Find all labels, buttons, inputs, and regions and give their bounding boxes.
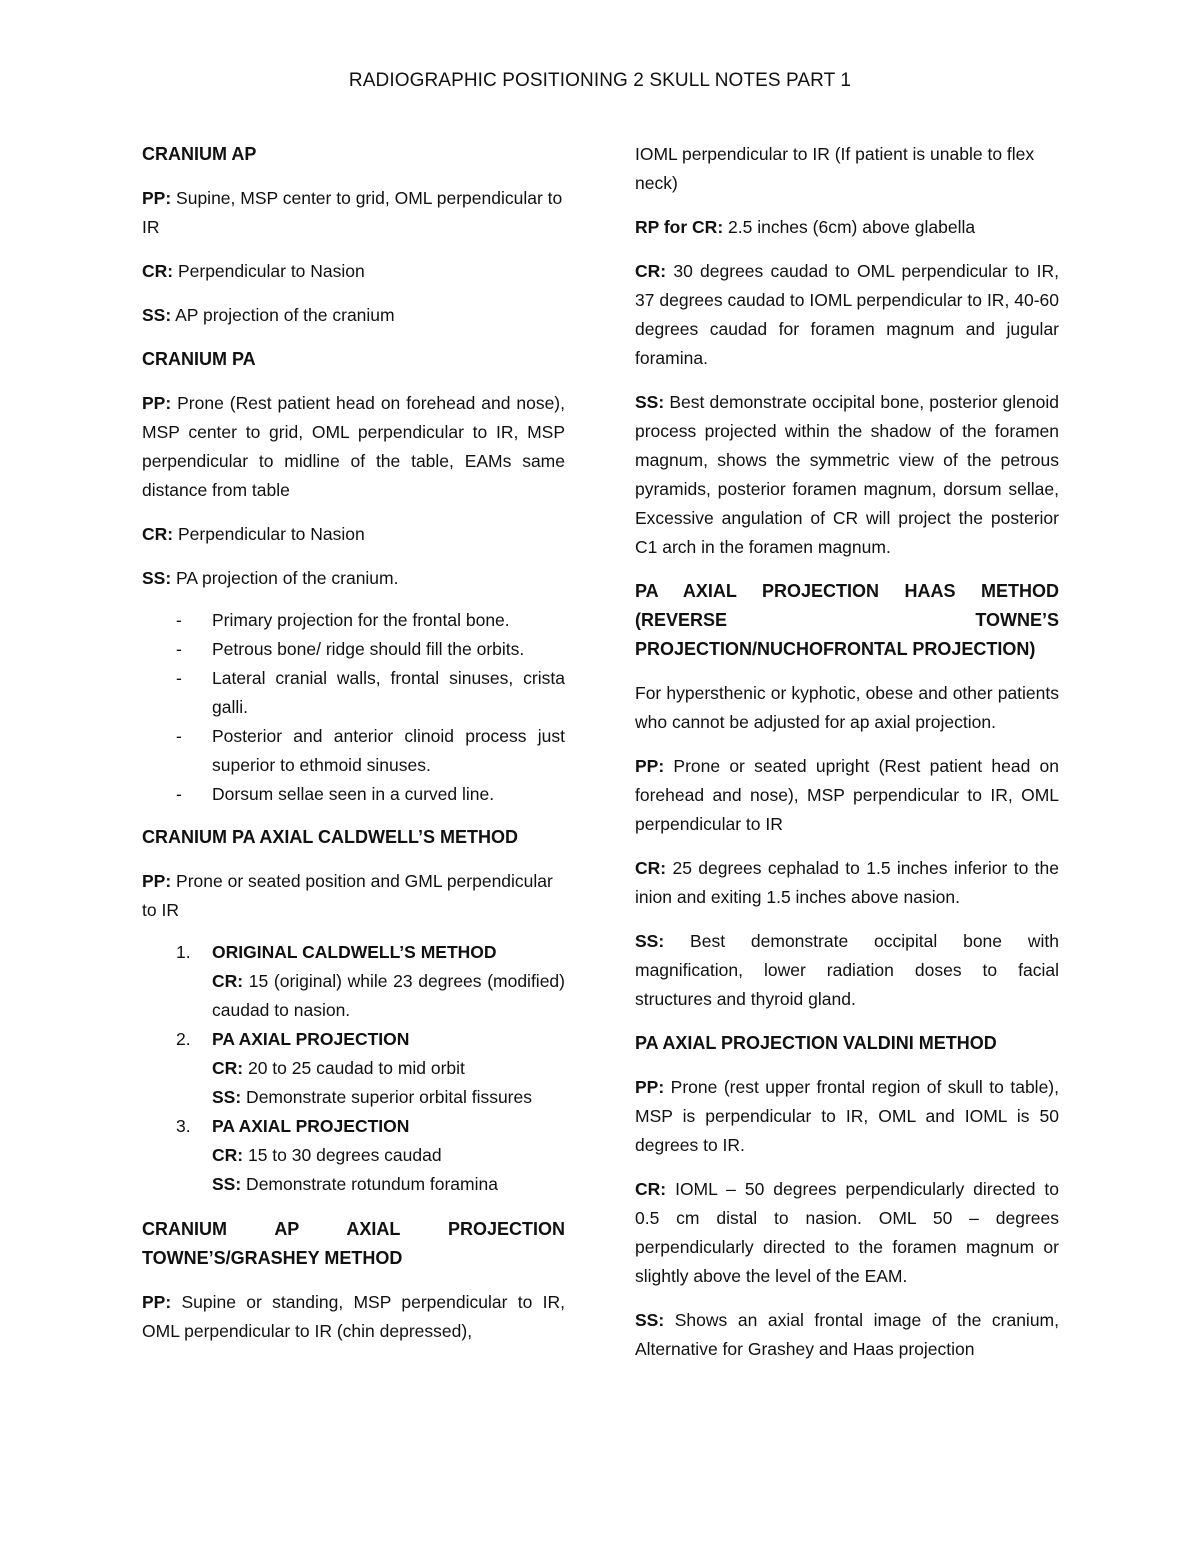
paragraph-pp: [142, 1288, 565, 1346]
text-cr: IOML – 50 degrees perpendicularly directed to 0.5 cm distal to nasion. OML 50 – degrees perpendicularly directed to the foramen magnum or slightly above the level of the EAM.: [635, 1179, 1059, 1286]
label-ss: SS:: [635, 1310, 665, 1330]
text-cr: 15 (original) while 23 degrees (modified) caudad to nasion.: [212, 971, 565, 1020]
text-pp: Supine, MSP center to grid, OML perpendicular to IR: [142, 188, 563, 237]
heading-line: PROJECTION/NUCHOFRONTAL PROJECTION): [635, 639, 1036, 659]
paragraph-cr: [635, 1175, 1059, 1291]
label-pp: PP:: [142, 393, 172, 413]
label-cr: CR:: [635, 261, 667, 281]
list-item: - Petrous bone/ ridge should fill the orbits.: [142, 635, 565, 664]
label-cr: CR:: [142, 261, 174, 281]
label-ss: SS:: [212, 1174, 242, 1194]
label-ss: SS:: [142, 305, 172, 325]
text-ss: Demonstrate superior orbital fissures: [241, 1087, 532, 1107]
list-item-line: [212, 1141, 565, 1170]
text-pp: Supine or standing, MSP perpendicular to IR, OML perpendicular to IR (chin depressed),: [142, 1292, 565, 1341]
list-item-line: [212, 967, 565, 1025]
label-pp: PP:: [142, 871, 172, 891]
heading-line: CRANIUM AP AXIAL PROJECTION: [142, 1219, 565, 1239]
paragraph-cr: [142, 257, 565, 286]
left-column: [142, 140, 565, 1361]
list-item: - Lateral cranial walls, frontal sinuses, crista galli.: [142, 664, 565, 722]
section-heading-haas: [635, 577, 1059, 664]
text-pp: Prone (Rest patient head on forehead and nose), MSP center to grid, OML perpendicular to IR, MSP perpendicular to midline of the table, EAMs same distance from table: [142, 393, 565, 500]
text-ss: AP projection of the cranium: [171, 305, 395, 325]
heading-line: PA AXIAL PROJECTION HAAS METHOD: [635, 581, 1059, 601]
list-item-line: [212, 1083, 565, 1112]
paragraph-rp: [635, 213, 1059, 242]
paragraph-ss: [142, 564, 565, 593]
paragraph-ss: [142, 301, 565, 330]
section-heading-caldwell: CRANIUM PA AXIAL CALDWELL’S METHOD: [142, 827, 518, 847]
heading-line: (REVERSE TOWNE’S: [635, 610, 1059, 630]
label-ss: SS:: [635, 931, 665, 951]
label-ss: SS:: [212, 1087, 242, 1107]
text-rp: 2.5 inches (6cm) above glabella: [723, 217, 976, 237]
label-pp: PP:: [142, 188, 172, 208]
text-ss: Demonstrate rotundum foramina: [241, 1174, 498, 1194]
paragraph-cr: [635, 257, 1059, 373]
bullet-list: [142, 606, 565, 809]
paragraph-pp: [142, 867, 565, 925]
text-pp: Prone or seated upright (Rest patient head on forehead and nose), MSP perpendicular to IR, OML perpendicular to IR: [635, 756, 1059, 834]
list-item-title: PA AXIAL PROJECTION: [212, 1029, 410, 1049]
text-cr: 15 to 30 degrees caudad: [243, 1145, 442, 1165]
section-heading-cranium-ap: CRANIUM AP: [142, 144, 257, 164]
list-item: [142, 1025, 565, 1112]
paragraph-ss: [635, 927, 1059, 1014]
label-rp: RP for CR:: [635, 217, 724, 237]
paragraph-ss: [635, 1306, 1059, 1364]
text-pp: Prone (rest upper frontal region of skull to table), MSP is perpendicular to IR, OML and IOML is 50 degrees to IR.: [635, 1077, 1059, 1155]
label-pp: PP:: [142, 1292, 172, 1312]
paragraph-intro: For hypersthenic or kyphotic, obese and other patients who cannot be adjusted for ap axial projection.: [635, 683, 1059, 732]
text-ss: Best demonstrate occipital bone with magnification, lower radiation doses to facial structures and thyroid gland.: [635, 931, 1059, 1009]
list-number: 1.: [176, 942, 191, 962]
paragraph-cr: [635, 854, 1059, 912]
text-ss: Best demonstrate occipital bone, posterior glenoid process projected within the shadow of the foramen magnum, shows the symmetric view of the petrous pyramids, posterior foramen magnum, dorsum sellae, Excessive angulation of CR will project the posterior C1 arch in the foramen magnum.: [635, 392, 1059, 557]
text-cr: 20 to 25 caudad to mid orbit: [243, 1058, 465, 1078]
list-number: 3.: [176, 1116, 191, 1136]
list-item-title: ORIGINAL CALDWELL’S METHOD: [212, 942, 497, 962]
paragraph-ss: [635, 388, 1059, 562]
text-ss: Shows an axial frontal image of the cranium, Alternative for Grashey and Haas projection: [635, 1310, 1059, 1359]
paragraph-pp: [142, 184, 565, 242]
section-heading-cranium-pa: CRANIUM PA: [142, 349, 256, 369]
label-cr: CR:: [635, 1179, 667, 1199]
label-pp: PP:: [635, 756, 665, 776]
list-item-line: [212, 1054, 565, 1083]
section-heading-towne: [142, 1215, 565, 1273]
list-item: [142, 938, 565, 1025]
page-title: RADIOGRAPHIC POSITIONING 2 SKULL NOTES PART 1: [348, 70, 852, 91]
label-cr: CR:: [212, 1058, 244, 1078]
paragraph-pp: [635, 1073, 1059, 1160]
text-cr: Perpendicular to Nasion: [173, 261, 365, 281]
label-cr: CR:: [142, 524, 174, 544]
paragraph-pp: [635, 752, 1059, 839]
text-pp: Prone or seated position and GML perpendicular to IR: [142, 871, 553, 920]
list-item: - Posterior and anterior clinoid process just superior to ethmoid sinuses.: [142, 722, 565, 780]
right-column: [635, 140, 1059, 1379]
label-cr: CR:: [635, 858, 667, 878]
label-cr: CR:: [212, 971, 244, 991]
numbered-list: [142, 938, 565, 1199]
label-cr: CR:: [212, 1145, 244, 1165]
paragraph-continued: IOML perpendicular to IR (If patient is unable to flex neck): [635, 144, 1035, 193]
list-item-title: PA AXIAL PROJECTION: [212, 1116, 410, 1136]
heading-line: TOWNE’S/GRASHEY METHOD: [142, 1248, 403, 1268]
text-cr: Perpendicular to Nasion: [173, 524, 365, 544]
label-ss: SS:: [635, 392, 665, 412]
list-item: - Primary projection for the frontal bone.: [142, 606, 565, 635]
list-item: - Dorsum sellae seen in a curved line.: [142, 780, 565, 809]
text-cr: 30 degrees caudad to OML perpendicular to IR, 37 degrees caudad to IOML perpendicular to IR, 40-60 degrees caudad for foramen magnum and jugular foramina.: [635, 261, 1059, 368]
label-pp: PP:: [635, 1077, 665, 1097]
paragraph-cr: [142, 520, 565, 549]
paragraph-pp: [142, 389, 565, 505]
section-heading-valdini: PA AXIAL PROJECTION VALDINI METHOD: [635, 1033, 997, 1053]
list-item: [142, 1112, 565, 1199]
list-item-line: [212, 1170, 565, 1199]
text-cr: 25 degrees cephalad to 1.5 inches inferior to the inion and exiting 1.5 inches above nasion.: [635, 858, 1059, 907]
label-ss: SS:: [142, 568, 172, 588]
text-ss: PA projection of the cranium.: [171, 568, 399, 588]
list-number: 2.: [176, 1029, 191, 1049]
